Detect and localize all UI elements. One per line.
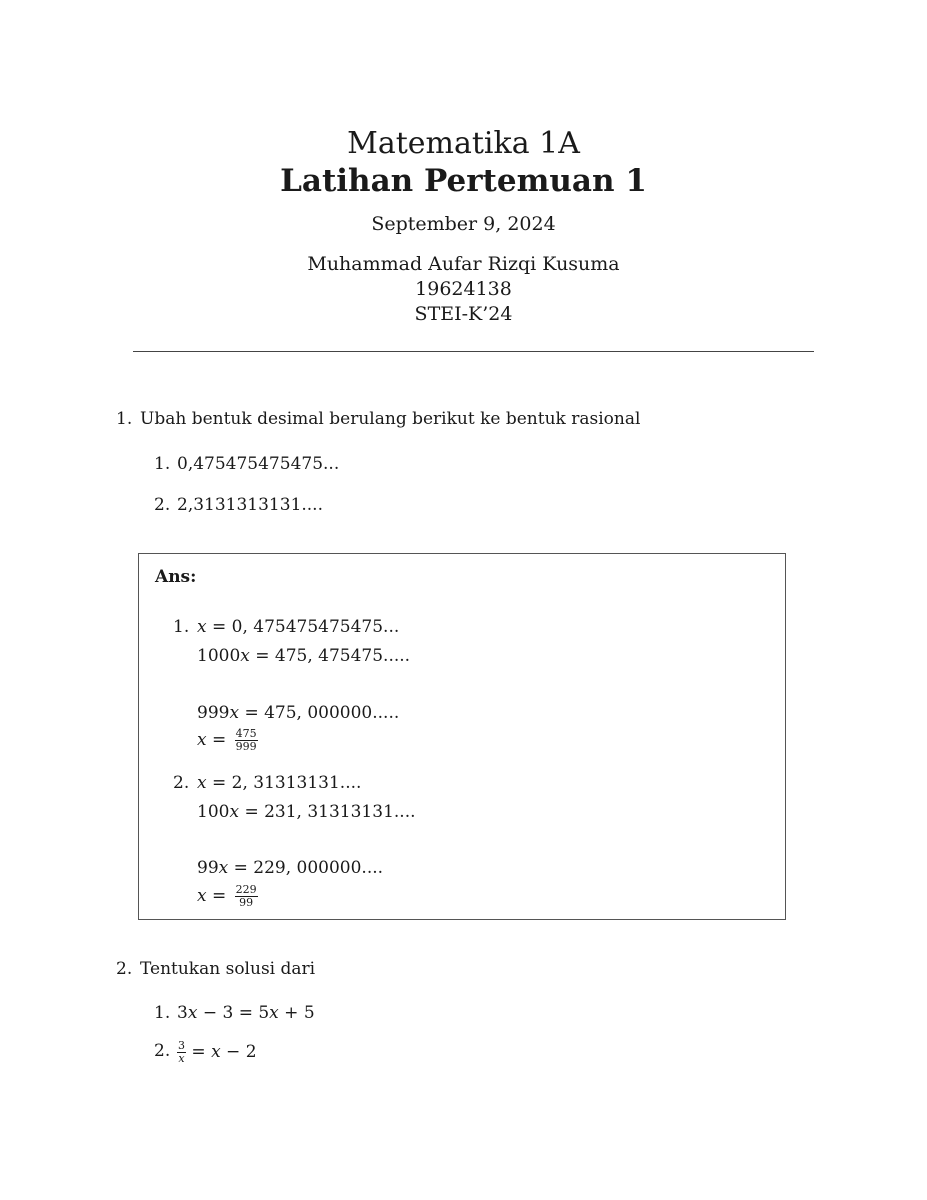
term: 3 xyxy=(177,1003,188,1023)
variable: x xyxy=(229,703,240,723)
expression: = 229, 000000.... xyxy=(228,858,384,878)
equals: = xyxy=(206,886,232,906)
student-class: STEI-K’24 xyxy=(414,303,513,325)
variable: x xyxy=(240,646,250,666)
answer-part-1-number: 1. xyxy=(173,617,190,637)
coefficient: 100 xyxy=(197,802,230,822)
answer-label: Ans: xyxy=(155,567,197,587)
header-divider xyxy=(133,351,814,352)
author-name: Muhammad Aufar Rizqi Kusuma xyxy=(307,253,620,275)
answer-part-2-line-4 xyxy=(197,884,258,909)
variable: x xyxy=(197,617,207,637)
expression: = 231, 31313131.... xyxy=(239,802,416,822)
variable: x xyxy=(211,1042,221,1062)
question-2-item-1-number: 1. xyxy=(154,1003,171,1023)
coefficient: 999 xyxy=(197,703,230,723)
fraction xyxy=(235,728,258,753)
fraction-denominator: 999 xyxy=(235,740,257,753)
expression: = 475, 000000..... xyxy=(239,703,400,723)
term: + 5 xyxy=(278,1003,315,1023)
expression: = 2, 31313131.... xyxy=(206,773,362,793)
question-1-item-2-text: 2,3131313131.... xyxy=(177,495,323,515)
question-1-number: 1. xyxy=(116,409,133,429)
document-title: Latihan Pertemuan 1 xyxy=(280,163,647,199)
fraction-numerator: 229 xyxy=(235,883,257,896)
answer-part-1-line-3 xyxy=(197,702,399,724)
fraction xyxy=(235,884,258,909)
term: − 3 = 5 xyxy=(197,1003,270,1023)
answer-part-2-line-2 xyxy=(197,801,416,823)
answer-part-1-line-4 xyxy=(197,728,258,753)
question-2-item-2-number: 2. xyxy=(154,1041,171,1061)
variable: x xyxy=(197,730,207,750)
fraction-numerator: 475 xyxy=(235,727,257,740)
student-id: 19624138 xyxy=(415,278,512,300)
variable: x xyxy=(218,858,229,878)
question-1-item-2-number: 2. xyxy=(154,495,171,515)
answer-part-1-line-2 xyxy=(197,645,410,667)
equals: = xyxy=(206,730,232,750)
answer-part-2-number: 2. xyxy=(173,773,190,793)
question-2-item-1-equation xyxy=(177,1002,315,1024)
variable: x xyxy=(229,802,240,822)
variable: x xyxy=(269,1003,279,1023)
question-2-text: Tentukan solusi dari xyxy=(140,959,316,979)
equals: = xyxy=(186,1042,212,1062)
expression: = 475, 475475..... xyxy=(249,646,411,666)
variable: x xyxy=(187,1003,198,1023)
question-1-text: Ubah bentuk desimal berulang berikut ke bentuk rasional xyxy=(140,409,641,429)
course-name: Matematika 1A xyxy=(347,126,580,161)
answer-part-2-line-1 xyxy=(197,772,361,794)
question-1-item-1-number: 1. xyxy=(154,454,171,474)
variable: x xyxy=(197,773,207,793)
expression: = 0, 475475475475... xyxy=(206,617,400,637)
coefficient: 1000 xyxy=(197,646,241,666)
fraction-denominator: 99 xyxy=(239,896,254,909)
document-date: September 9, 2024 xyxy=(371,213,556,235)
fraction xyxy=(177,1040,186,1065)
fraction-denominator: x xyxy=(178,1052,185,1065)
fraction-numerator: 3 xyxy=(178,1039,185,1052)
term: − 2 xyxy=(220,1042,257,1062)
variable: x xyxy=(197,886,207,906)
question-2-number: 2. xyxy=(116,959,133,979)
question-1-item-1-text: 0,475475475475... xyxy=(177,454,340,474)
answer-part-1-line-1 xyxy=(197,616,399,638)
coefficient: 99 xyxy=(197,858,219,878)
question-2-item-2-equation xyxy=(177,1040,257,1065)
answer-part-2-line-3 xyxy=(197,857,383,879)
